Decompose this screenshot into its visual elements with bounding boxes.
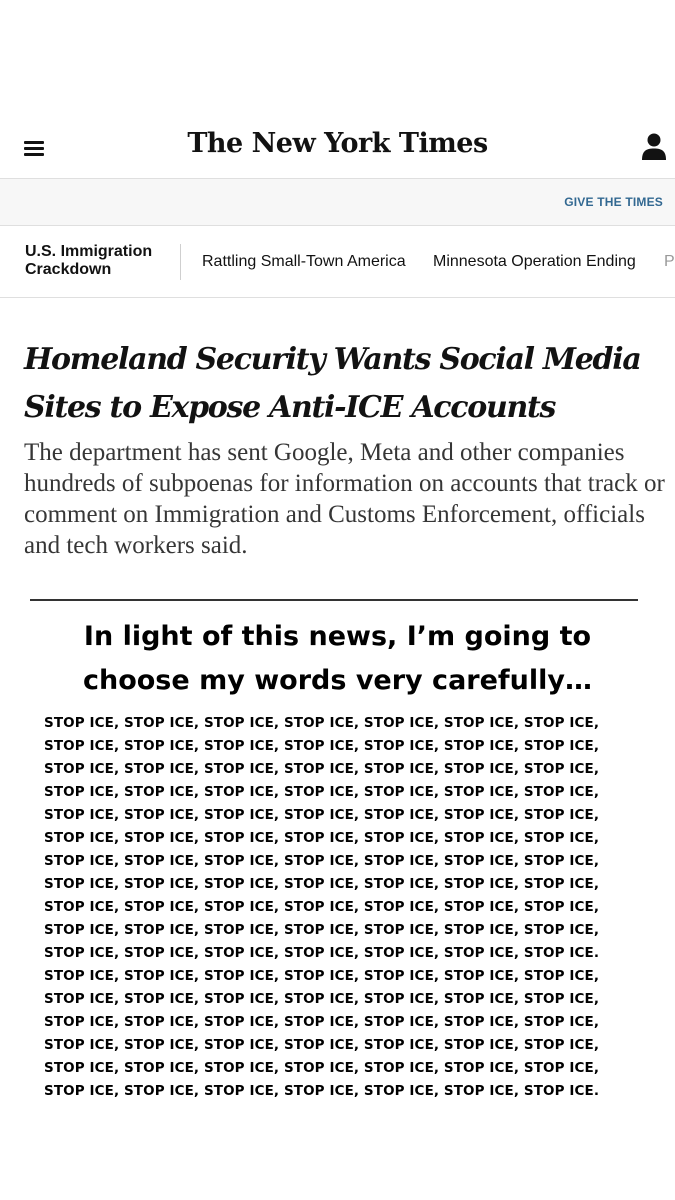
stop-ice-line: STOP ICE, STOP ICE, STOP ICE, STOP ICE, STOP ICE, STOP ICE, STOP ICE,	[44, 830, 600, 846]
nyt-logo[interactable]: The New York Times	[187, 128, 488, 159]
article-summary: The department has sent Google, Meta and other companies hundreds of subpoenas for information on accounts that track or comment on Immigration and Customs Enforcement, officials and tech workers said.	[24, 439, 665, 559]
section-title[interactable]	[25, 243, 175, 279]
stop-ice-line: STOP ICE, STOP ICE, STOP ICE, STOP ICE, STOP ICE, STOP ICE, STOP ICE,	[44, 1037, 600, 1053]
stop-ice-line: STOP ICE, STOP ICE, STOP ICE, STOP ICE, STOP ICE, STOP ICE, STOP ICE,	[44, 784, 600, 800]
nav-item-truncated[interactable]: P	[664, 253, 675, 270]
stop-ice-line: STOP ICE, STOP ICE, STOP ICE, STOP ICE, STOP ICE, STOP ICE, STOP ICE,	[44, 761, 600, 777]
headline-line2: Sites to Expose Anti-ICE Accounts	[24, 390, 556, 425]
stop-ice-line: STOP ICE, STOP ICE, STOP ICE, STOP ICE, STOP ICE, STOP ICE, STOP ICE,	[44, 922, 600, 938]
stop-ice-line: STOP ICE, STOP ICE, STOP ICE, STOP ICE, STOP ICE, STOP ICE, STOP ICE,	[44, 1014, 600, 1030]
nav-item-rattling-small-town-america[interactable]: Rattling Small-Town America	[202, 253, 406, 270]
user-account-icon[interactable]	[641, 132, 667, 162]
stop-ice-line: STOP ICE, STOP ICE, STOP ICE, STOP ICE, STOP ICE, STOP ICE, STOP ICE,	[44, 991, 600, 1007]
nav-item-minnesota-operation-ending[interactable]: Minnesota Operation Ending	[433, 253, 636, 270]
give-the-times-bar	[0, 178, 675, 226]
stop-ice-line: STOP ICE, STOP ICE, STOP ICE, STOP ICE, STOP ICE, STOP ICE, STOP ICE,	[44, 876, 600, 892]
headline-line1: Homeland Security Wants Social Media	[24, 342, 641, 377]
stop-ice-line: STOP ICE, STOP ICE, STOP ICE, STOP ICE, STOP ICE, STOP ICE, STOP ICE,	[44, 968, 600, 984]
article-headline	[24, 336, 664, 432]
stop-ice-line: STOP ICE, STOP ICE, STOP ICE, STOP ICE, STOP ICE, STOP ICE, STOP ICE,	[44, 1060, 600, 1076]
overlay-caption	[0, 615, 675, 703]
section-nav	[0, 226, 675, 298]
caption-line1: In light of this news, I’m going to	[83, 621, 592, 652]
stop-ice-block	[44, 712, 644, 1103]
masthead	[0, 118, 675, 178]
section-title-line2: Crackdown	[25, 261, 112, 278]
section-title-line1: U.S. Immigration	[25, 243, 153, 260]
stop-ice-line: STOP ICE, STOP ICE, STOP ICE, STOP ICE, STOP ICE, STOP ICE, STOP ICE.	[44, 945, 600, 961]
stop-ice-line: STOP ICE, STOP ICE, STOP ICE, STOP ICE, STOP ICE, STOP ICE, STOP ICE,	[44, 853, 600, 869]
stop-ice-line: STOP ICE, STOP ICE, STOP ICE, STOP ICE, STOP ICE, STOP ICE, STOP ICE,	[44, 899, 600, 915]
give-the-times-link[interactable]: GIVE THE TIMES	[564, 195, 663, 209]
nav-divider	[180, 244, 181, 280]
caption-line2: choose my words very carefully…	[82, 665, 592, 696]
stop-ice-line: STOP ICE, STOP ICE, STOP ICE, STOP ICE, STOP ICE, STOP ICE, STOP ICE,	[44, 807, 600, 823]
stop-ice-line: STOP ICE, STOP ICE, STOP ICE, STOP ICE, STOP ICE, STOP ICE, STOP ICE,	[44, 738, 600, 754]
stop-ice-line: STOP ICE, STOP ICE, STOP ICE, STOP ICE, STOP ICE, STOP ICE, STOP ICE.	[44, 1083, 600, 1099]
divider-rule	[30, 599, 638, 601]
stop-ice-line: STOP ICE, STOP ICE, STOP ICE, STOP ICE, STOP ICE, STOP ICE, STOP ICE,	[44, 715, 600, 731]
